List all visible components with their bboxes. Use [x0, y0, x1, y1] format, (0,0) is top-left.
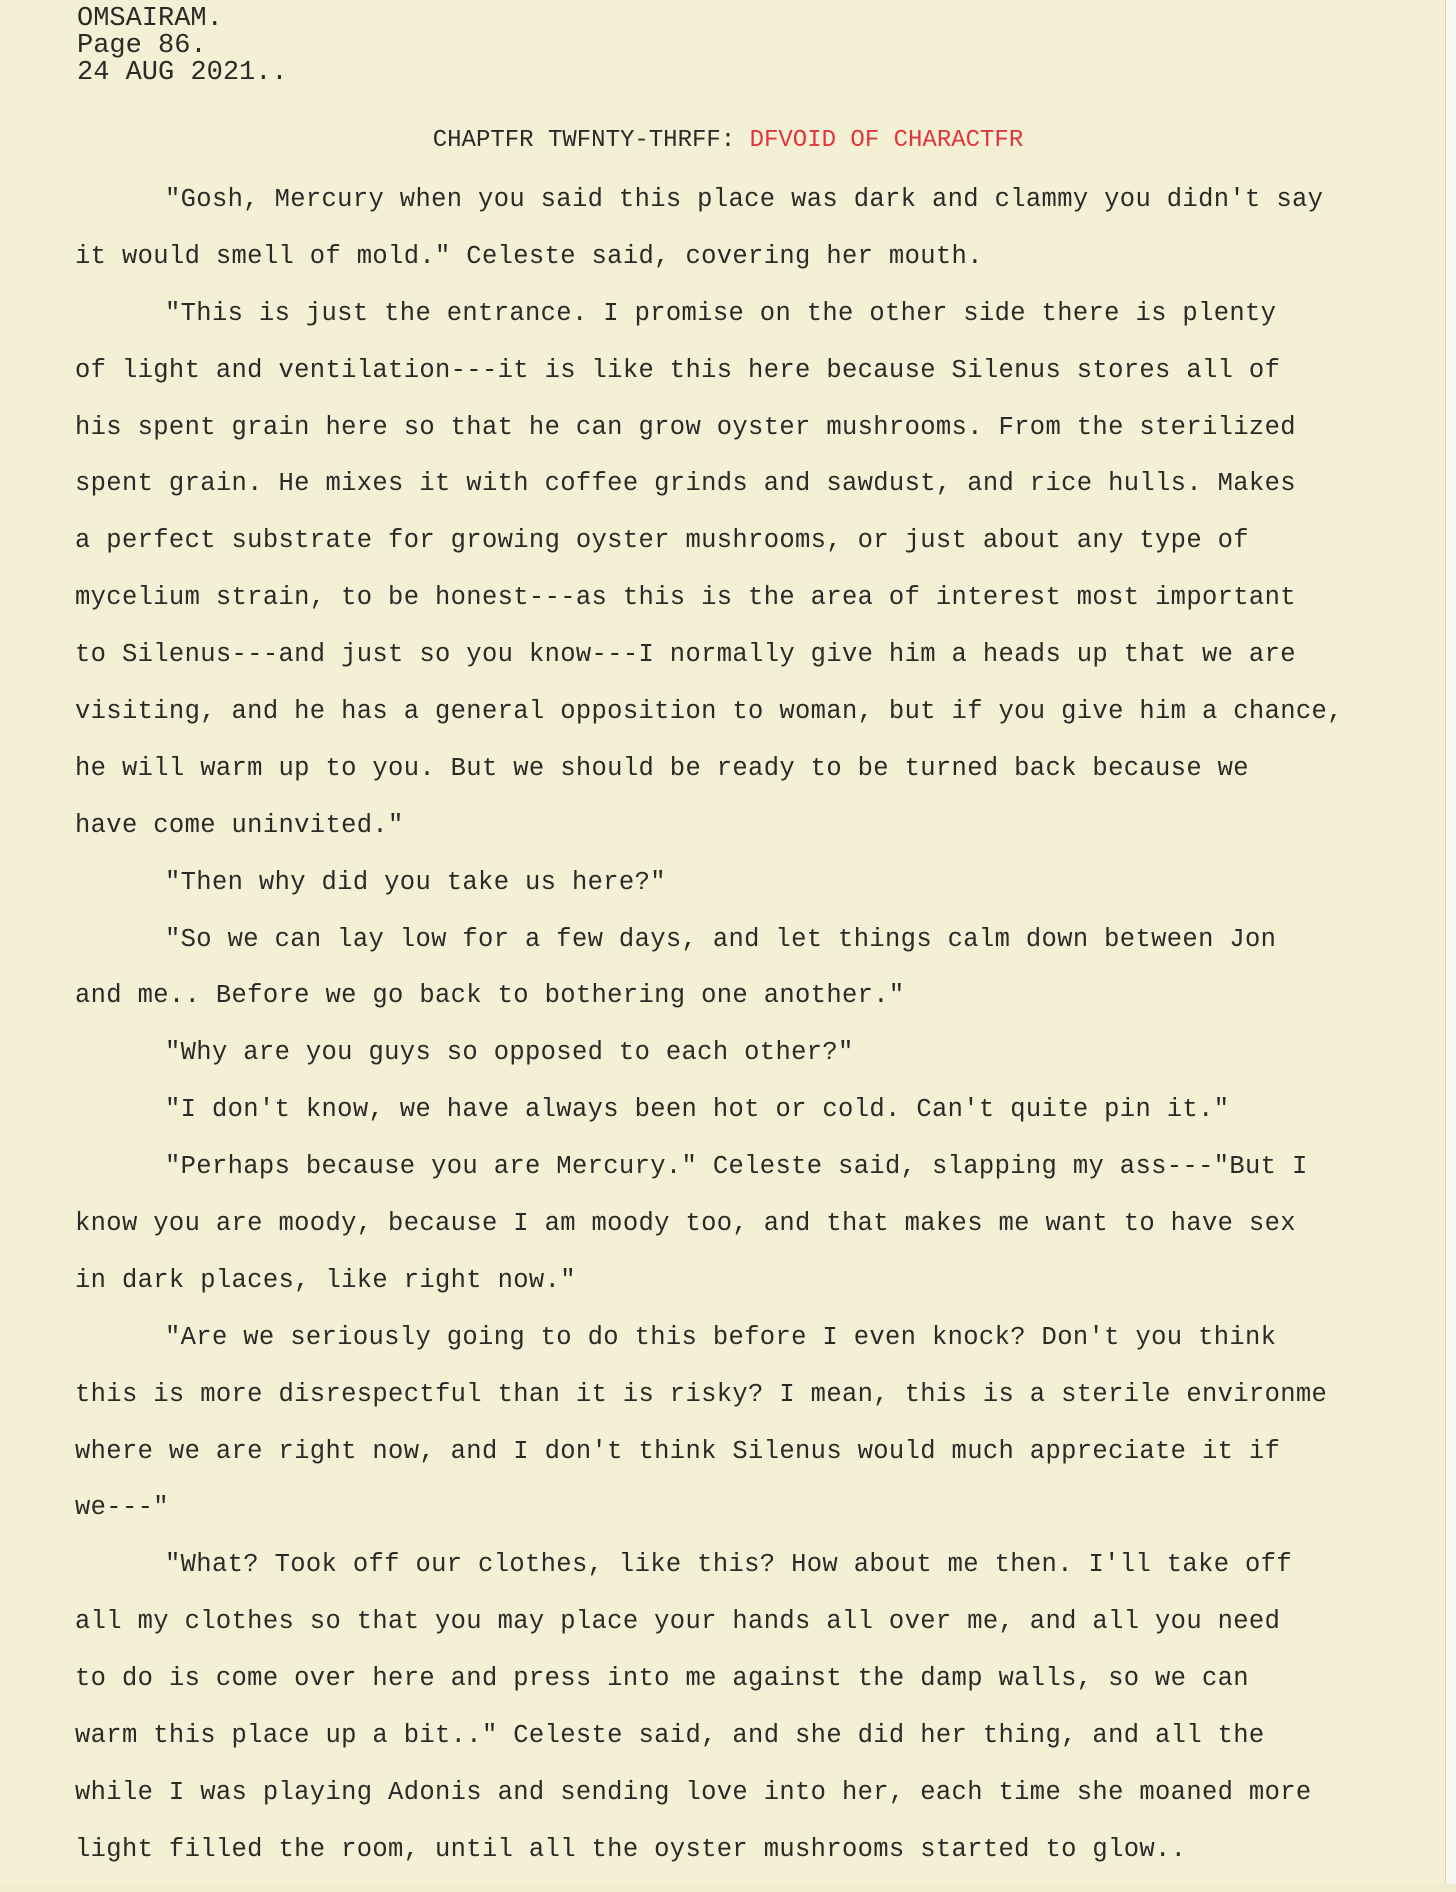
text-line: warm this place up a bit.." Celeste said, and she did her thing, and all the — [75, 1721, 1265, 1751]
text-line: "So we can lay low for a few days, and let things calm down between Jon — [165, 924, 1277, 954]
text-line: spent grain. He mixes it with coffee grinds and sawdust, and rice hulls. Makes — [75, 469, 1296, 499]
paper-edge — [1445, 0, 1456, 1884]
text-line: mycelium strain, to be honest---as this is the area of interest most important — [75, 583, 1296, 613]
text-line: of light and ventilation---it is like this here because Silenus stores all of — [75, 355, 1281, 385]
text-line: where we are right now, and I don't think Silenus would much appreciate it if — [75, 1436, 1281, 1466]
text-line: a perfect substrate for growing oyster mushrooms, or just about any type of — [75, 526, 1249, 556]
text-line: and me.. Before we go back to bothering one another." — [75, 981, 905, 1011]
text-line: all my clothes so that you may place your hands all over me, and all you need — [75, 1607, 1281, 1637]
text-line: his spent grain here so that he can grow oyster mushrooms. From the sterilized — [75, 412, 1296, 442]
text-line: it would smell of mold." Celeste said, covering her mouth. — [75, 241, 983, 271]
text-line: he will warm up to you. But we should be ready to be turned back because we — [75, 753, 1249, 783]
text-line: "What? Took off our clothes, like this? How about me then. I'll take off — [165, 1550, 1292, 1580]
chapter-heading — [0, 126, 1456, 156]
text-line: this is more disrespectful than it is risky? I mean, this is a sterile environme — [75, 1379, 1328, 1409]
text-line: in dark places, like right now." — [75, 1265, 576, 1295]
text-line: to Silenus---and just so you know---I normally give him a heads up that we are — [75, 640, 1296, 670]
text-line: "This is just the entrance. I promise on the other side there is plenty — [165, 298, 1277, 328]
text-line: visiting, and he has a general opposition to woman, but if you give him a chance, — [75, 697, 1343, 727]
text-line: "I don't know, we have always been hot or cold. Can't quite pin it." — [165, 1095, 1230, 1125]
text-line: "Are we seriously going to do this before I even knock? Don't you think — [165, 1322, 1277, 1352]
text-line: "Perhaps because you are Mercury." Celeste said, slapping my ass---"But I — [165, 1152, 1308, 1182]
text-line: we---" — [75, 1493, 169, 1523]
chapter-label: CHAPTFR TWFNTY-THRFF: — [432, 127, 750, 154]
header-line-date: 24 AUG 2021.. — [77, 58, 288, 88]
chapter-title: DFVOID OF CHARACTFR — [749, 127, 1024, 154]
page-header — [77, 6, 288, 87]
text-line: "Gosh, Mercury when you said this place was dark and clammy you didn't say — [165, 185, 1324, 214]
header-line-omsairam: OMSAIRAM. — [77, 4, 223, 34]
header-line-page-number: Page 86. — [77, 31, 207, 61]
text-line: "Why are you guys so opposed to each other?" — [165, 1038, 854, 1068]
text-line: light filled the room, until all the oyster mushrooms started to glow.. — [75, 1834, 1187, 1864]
body-text — [75, 185, 1445, 1892]
text-line: "Then why did you take us here?" — [165, 867, 666, 897]
text-line: have come uninvited." — [75, 810, 404, 840]
text-line: while I was playing Adonis and sending love into her, each time she moaned more — [75, 1777, 1312, 1807]
text-line: know you are moody, because I am moody too, and that makes me want to have sex — [75, 1209, 1296, 1239]
text-line: to do is come over here and press into me against the damp walls, so we can — [75, 1664, 1249, 1694]
